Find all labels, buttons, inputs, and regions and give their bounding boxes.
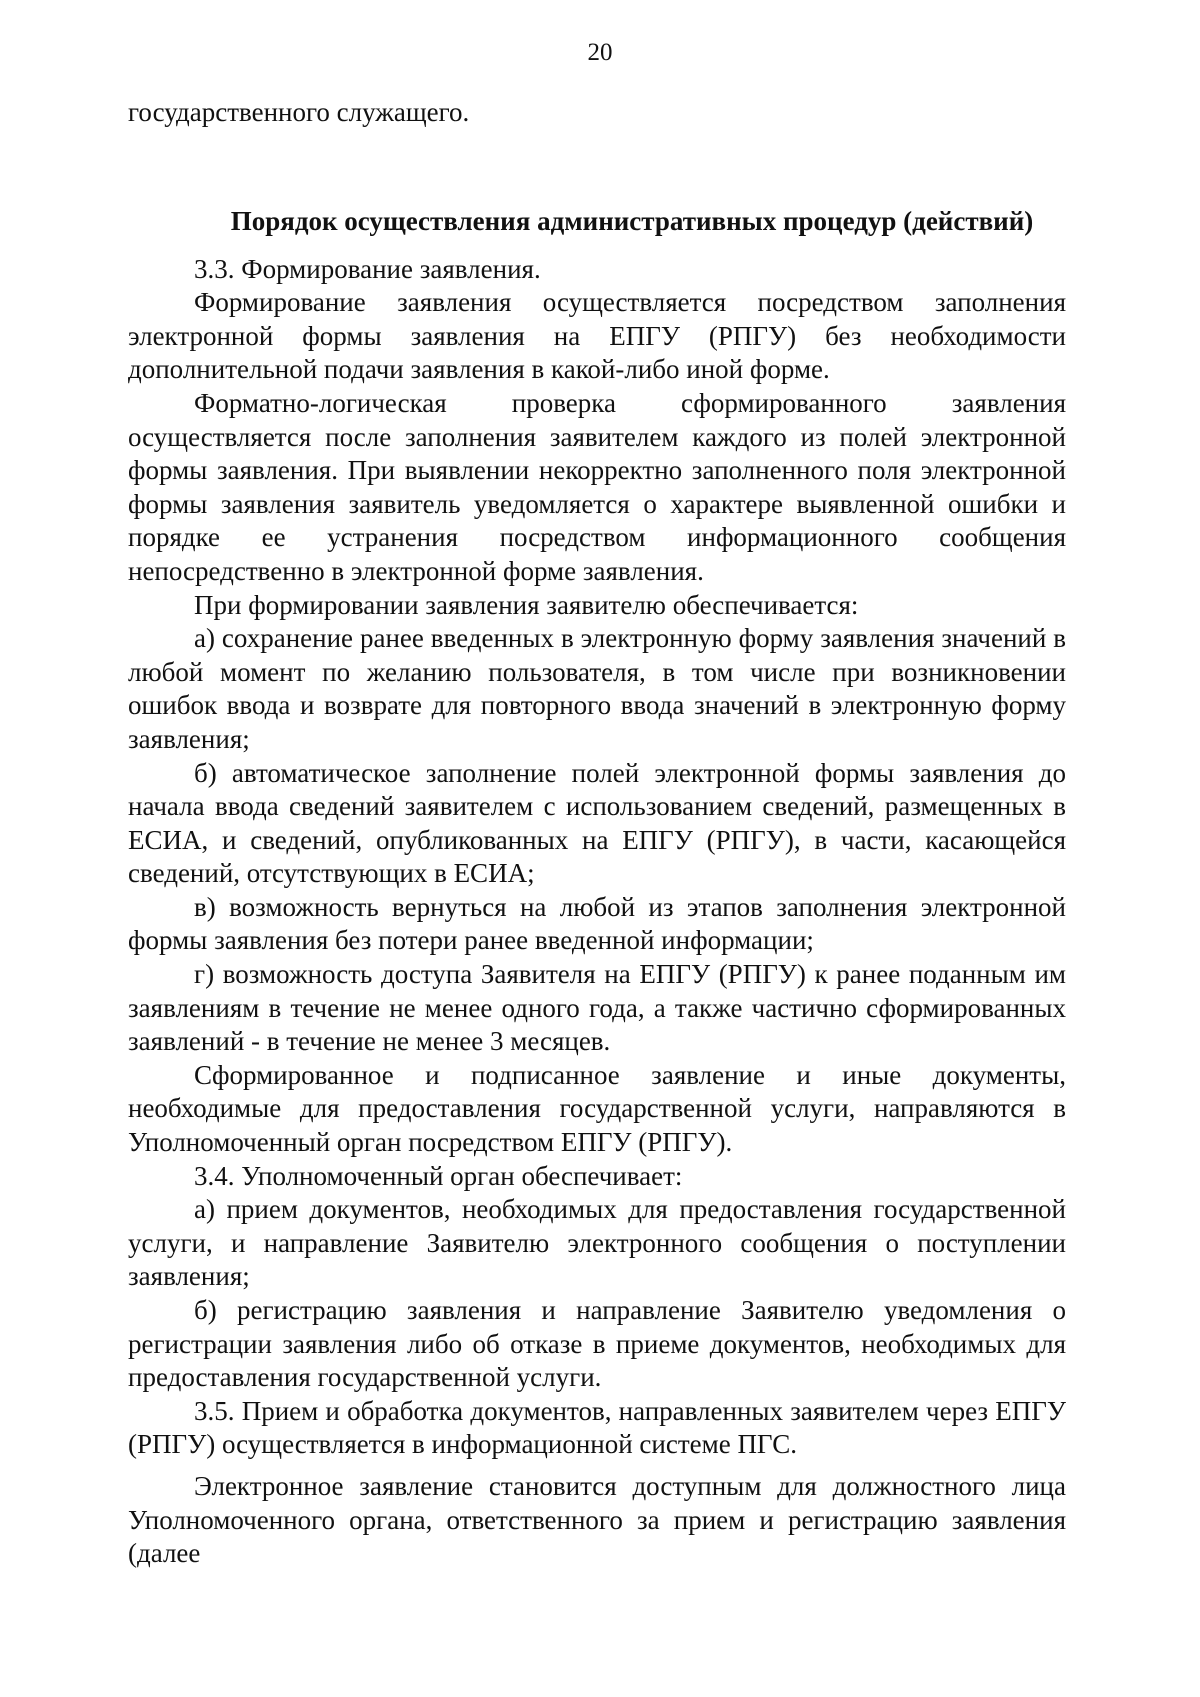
paragraph-format-logical-check: Форматно-логическая проверка сформированного заявления осуществляется после заполнения заявителем каждого из полей электронной формы заявления. При выявлении некорректно заполненного поля электронной формы заявления заявитель уведомляется о характере выявленной ошибки и порядке ее устранения посредством информационного сообщения непосредственно в электронной форме заявления.: [128, 387, 1066, 586]
section-heading: Порядок осуществления административных процедур (действий): [230, 205, 1034, 236]
list-item-a-receive-documents: а) прием документов, необходимых для предоставления государственной услуги, и направление Заявителю электронного сообщения о поступлении заявления;: [128, 1194, 1066, 1292]
paragraph-3-4-title: 3.4. Уполномоченный орган обеспечивает:: [194, 1160, 683, 1191]
paragraph-3-5-processing: 3.5. Прием и обработка документов, направленных заявителем через ЕПГУ (РПГУ) осуществляется в информационной системе ПГС.: [128, 1395, 1066, 1460]
list-item-b-registration: б) регистрацию заявления и направление Заявителю уведомления о регистрации заявления либо об отказе в приеме документов, необходимых для предоставления государственной услуги.: [128, 1295, 1066, 1393]
paragraph-applicant-provided: При формировании заявления заявителю обеспечивается:: [194, 589, 859, 620]
paragraph-electronic-application-available: Электронное заявление становится доступным для должностного лица Уполномоченного органа, ответственного за прием и регистрацию заявления (далее: [128, 1470, 1066, 1569]
paragraph-signed-application-sent: Сформированное и подписанное заявление и иные документы, необходимые для предоставления государственной услуги, направляются в Уполномоченный орган посредством ЕПГУ (РПГУ).: [128, 1059, 1066, 1158]
list-item-v-return-to-step: в) возможность вернуться на любой из этапов заполнения электронной формы заявления без потери ранее введенной информации;: [128, 891, 1066, 956]
paragraph-forming-application: Формирование заявления осуществляется посредством заполнения электронной формы заявления на ЕПГУ (РПГУ) без необходимости дополнительной подачи заявления в какой-либо иной форме.: [128, 287, 1066, 385]
list-item-b-autofill: б) автоматическое заполнение полей электронной формы заявления до начала ввода сведений заявителем с использованием сведений, размещенных в ЕСИА, и сведений, опубликованных на ЕПГУ (РПГУ), в части, касающейся сведений, отсутствующих в ЕСИА;: [128, 757, 1066, 889]
list-item-a-save-values: а) сохранение ранее введенных в электронную форму заявления значений в любой момент по желанию пользователя, в том числе при возникновении ошибок ввода и возврате для повторного ввода значений в электронную форму заявления;: [128, 623, 1066, 754]
page-content: [128, 96, 1066, 1571]
paragraph-3-3-title: 3.3. Формирование заявления.: [194, 253, 541, 284]
list-item-g-access-applications: г) возможность доступа Заявителя на ЕПГУ (РПГУ) к ранее поданным им заявлениям в течение не менее одного года, а также частично сформированных заявлений - в течение не менее 3 месяцев.: [128, 959, 1066, 1057]
continued-text-line: государственного служащего.: [128, 97, 470, 127]
page-number: 20: [587, 39, 613, 66]
